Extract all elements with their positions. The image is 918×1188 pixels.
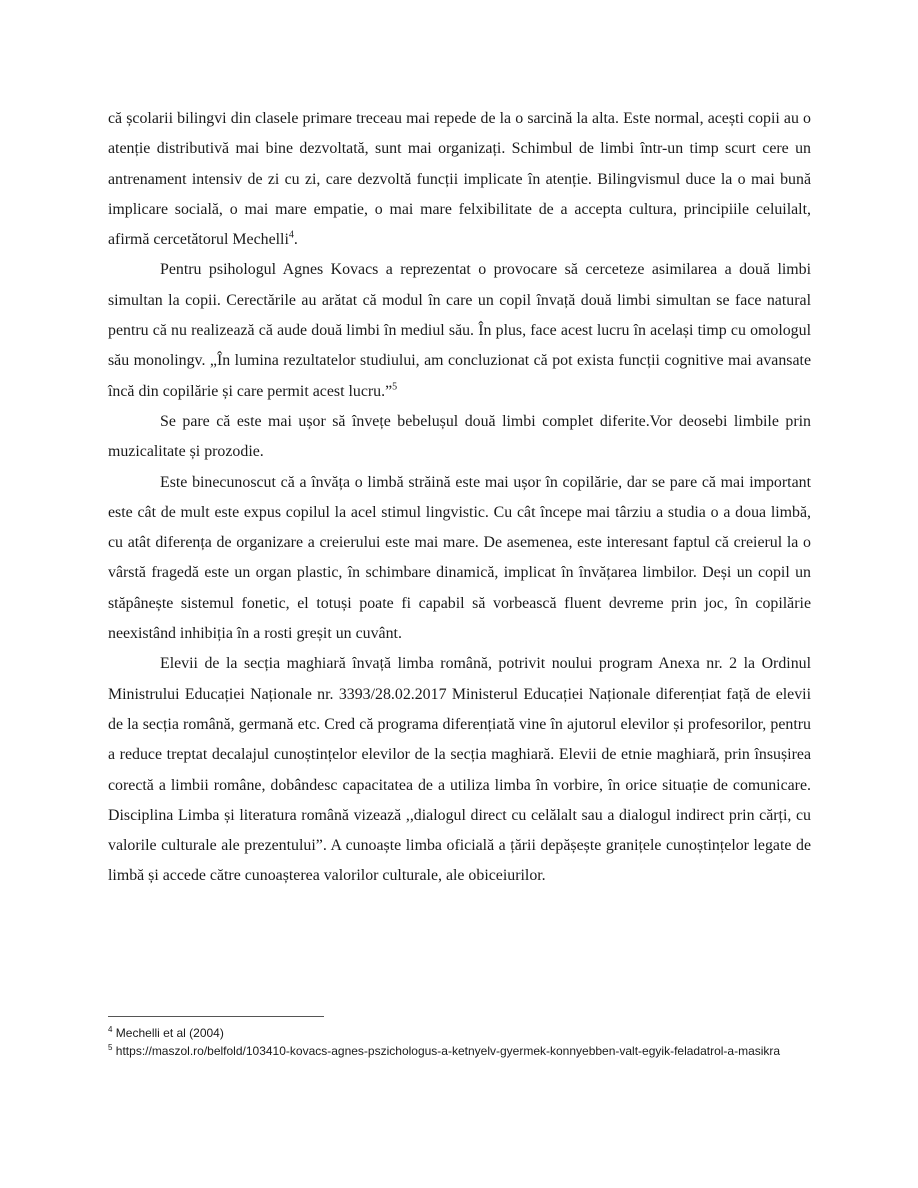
paragraph-2 bbox=[108, 255, 811, 406]
paragraph-4 bbox=[108, 468, 811, 650]
paragraph-3-text: Se pare că este mai ușor să învețe bebelușul două limbi complet diferite.Vor deosebi limbile prin muzicalitate și prozodie. bbox=[108, 412, 811, 461]
footnote-ref-4[interactable]: 4 bbox=[288, 229, 294, 241]
paragraph-5-text: Elevii de la secția maghiară învață limba română, potrivit noului program Anexa nr. 2 la Ordinul Ministrului Educației Naționale nr. 3393/28.02.2017 Ministerul Educației Naționale diferențiat față de elevii de la secția română, germană etc. Cred că programa diferențiată vine în ajutorul elevilor și profesorilor, pentru a reduce treptat decalajul cunoștințelor elevilor de la secția maghiară. Elevii de etnie maghiară, prin însușirea corectă a limbii române, dobândesc capacitatea de a utiliza limba în vorbire, în orice situație de comunicare. Disciplina Limba și literatura română vizează ,,dialogul direct cu celălalt sau a dialogul indirect prin cărți, cu valorile culturale ale prezentului”. A cunoaște limba oficială a țării depășește granițele cunoștințelor legate de limbă și accede către cunoașterea valorilor culturale, ale obiceiurilor. bbox=[108, 655, 811, 885]
footnote-4-text: Mechelli et al (2004) bbox=[115, 1026, 224, 1040]
paragraph-1 bbox=[108, 104, 811, 255]
footnote-separator bbox=[108, 1016, 324, 1017]
footnote-5 bbox=[108, 1043, 811, 1061]
footnote-ref-5[interactable]: 5 bbox=[392, 381, 398, 393]
footnote-5-link[interactable]: https://maszol.ro/belfold/103410-kovacs-agnes-pszichologus-a-ketnyelv-gyermek-konnyebben-valt-egyik-feladatrol-a-masikra bbox=[115, 1043, 781, 1058]
footnote-marker-4: 4 bbox=[108, 1025, 113, 1034]
paragraph-4-text: Este binecunoscut că a învăța o limbă străină este mai ușor în copilărie, dar se pare că mai important este cât de mult este expus copilul la acel stimul lingvistic. Cu cât începe mai târziu a studia o a doua limbă, cu atât diferența de organizare a creierului este mai mare. De asemenea, este interesant faptul că creierul la o vârstă fragedă este un organ plastic, în schimbare dinamică, implicat în învățarea limbilor. Deși un copil un stăpânește sistemul fonetic, el totuși poate fi capabil să vorbească fluent devreme prin joc, în copilărie neexistând inhibiția în a rosti greșit un cuvânt. bbox=[108, 473, 811, 643]
footnote-4 bbox=[108, 1025, 811, 1043]
paragraph-5 bbox=[108, 649, 811, 891]
paragraph-1-end: . bbox=[293, 231, 298, 249]
footnotes bbox=[108, 1025, 811, 1060]
body-text bbox=[108, 104, 811, 892]
paragraph-3 bbox=[108, 407, 811, 468]
paragraph-1-text: că școlarii bilingvi din clasele primare treceau mai repede de la o sarcină la alta. Este normal, acești copii au o atenție distributivă mai bine dezvoltată, sunt mai organizați. Schimbul de limbi într-un timp scurt cere un antrenament intensiv de zi cu zi, care dezvoltă funcții implicate în atenție. Bilingvismul duce la o mai bună implicare socială, o mai mare empatie, o mai mare felxibilitate de a accepta cultura, principiile celuilalt, afirmă cercetătorul Mechelli bbox=[108, 110, 811, 249]
footnote-marker-5: 5 bbox=[108, 1042, 113, 1052]
paragraph-2-text: Pentru psihologul Agnes Kovacs a reprezentat o provocare să cerceteze asimilarea a două limbi simultan la copii. Cerectările au arătat că modul în care un copil învață două limbi simultan se face natural pentru că nu realizează că aude două limbi în mediul său. În plus, face acest lucru în același timp cu omologul său monolingv. „În lumina rezultatelor studiului, am concluzionat că pot exista funcții cognitive mai avansate încă din copilărie și care permit acest lucru.” bbox=[108, 261, 811, 400]
